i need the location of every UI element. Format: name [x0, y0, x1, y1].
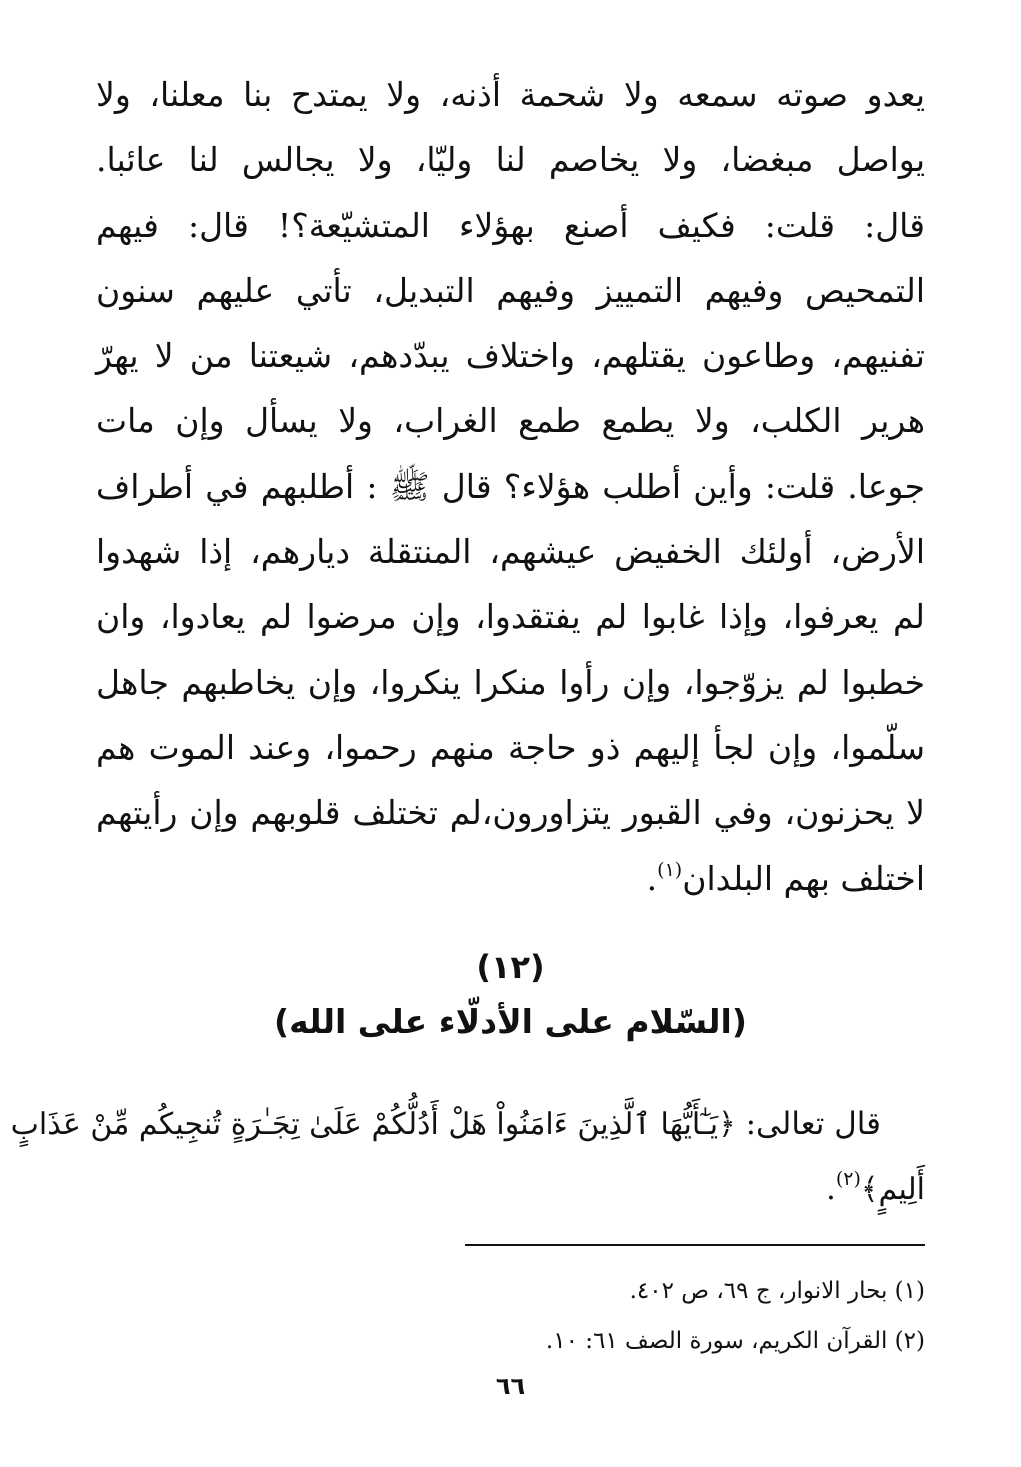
footnote-1: (١) بحار الانوار، ج ٦٩، ص ٤٠٢. [629, 1278, 925, 1304]
verse-block [10, 1092, 925, 1222]
body-text [96, 62, 925, 911]
body-last-period: . [646, 858, 658, 898]
body-line: لا يحزنون، وفي القبور يتزاورون،لم تختلف قلوبهم وإن رأيتهم [96, 793, 925, 833]
footnote-ref-1: (١) [657, 858, 683, 881]
quran-verse-part-2: أَلِيمٍ﴾ [860, 1172, 925, 1207]
body-line: جوعا. قلت: وأين أطلب هؤلاء؟ قال ﷺ : أطلبهم في أطراف [96, 466, 925, 506]
quran-verse-part-1: ﴿يَـٰٓأَيُّهَا ٱلَّذِينَ ءَامَنُواْ هَلْ أَدُلُّكُمْ عَلَىٰ تِجَـٰرَةٍ تُنجِيكُم مِّنْ عَذَابٍ [10, 1107, 736, 1142]
section-number: (١٢) [476, 948, 545, 986]
body-line: سلّموا، وإن لجأ إليهم ذو حاجة منهم رحموا، وعند الموت هم [96, 727, 925, 767]
verse-line-1 [10, 1092, 925, 1157]
body-line: تفنيهم، وطاعون يقتلهم، واختلاف يبدّدهم، شيعتنا من لا يهرّ [96, 336, 925, 376]
body-last-line [96, 846, 925, 911]
body-line: هرير الكلب، ولا يطمع طمع الغراب، ولا يسأل وإن مات [96, 401, 925, 441]
body-last-text: اختلف بهم البلدان [682, 858, 925, 898]
footnotes [96, 1266, 925, 1366]
body-line: يعدو صوته سمعه ولا شحمة أذنه، ولا يمتدح بنا معلنا، ولا [96, 75, 925, 114]
footnote-2: (٢) القرآن الكريم، سورة الصف ٦١: ١٠. [545, 1328, 925, 1354]
body-line: الأرض، أولئك الخفيض عيشهم، المنتقلة ديارهم، إذا شهدوا [96, 532, 925, 572]
body-line: التمحيص وفيهم التمييز وفيهم التبديل، تأتي عليهم سنون [96, 270, 925, 310]
body-line: يواصل مبغضا، ولا يخاصم لنا وليّا، ولا يجالس لنا عائبا. [96, 140, 925, 180]
body-line: قال: قلت: فكيف أصنع بهؤلاء المتشيّعة؟! قال: فيهم [96, 205, 925, 245]
body-line: خطبوا لم يزوّجوا، وإن رأوا منكرا ينكروا، وإن يخاطبهم جاهل [96, 662, 925, 702]
section-title: (السّلام على الأدلّاء على الله) [274, 1002, 747, 1041]
footnote-ref-2: (٢) [835, 1168, 861, 1190]
body-line: لم يعرفوا، وإذا غابوا لم يفتقدوا، وإن مرضوا لم يعادوا، وان [96, 597, 925, 637]
verse-period: . [826, 1171, 836, 1207]
verse-intro: قال تعالى: [735, 1106, 881, 1142]
page-number: ٦٦ [495, 1372, 526, 1400]
footnote-separator [465, 1244, 925, 1246]
verse-line-2 [96, 1157, 925, 1222]
